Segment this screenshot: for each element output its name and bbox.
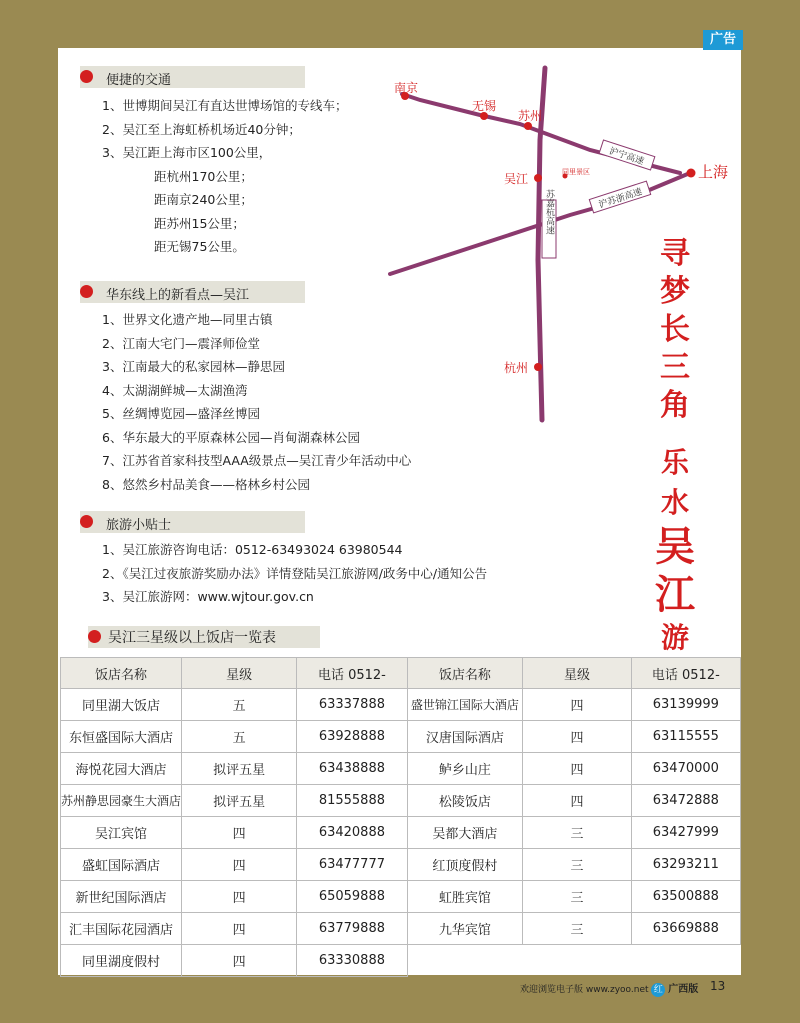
city-dot-icon: [480, 112, 488, 120]
column-header: 电话 0512-: [631, 658, 740, 689]
table-cell: 63470000: [631, 753, 740, 785]
table-cell: 四: [523, 721, 631, 753]
list-item: 距杭州170公里；: [154, 168, 253, 184]
slogan-char: 梦: [660, 274, 690, 309]
city-dot-icon: [687, 169, 696, 178]
list-item: 2、《吴江过夜旅游奖励办法》详情登陆吴江旅游网/政务中心/通知公告: [102, 565, 488, 581]
table-cell: 63115555: [631, 721, 740, 753]
slogan: [645, 235, 705, 657]
slogan-char: 游: [660, 621, 689, 654]
column-header: 星级: [523, 658, 631, 689]
list-item: 3、吴江旅游网：www.wjtour.gov.cn: [102, 589, 314, 604]
transport-title: 便捷的交通: [106, 73, 172, 88]
table-cell: 同里湖度假村: [61, 945, 182, 977]
table-cell: 63669888: [631, 913, 740, 945]
attractions-title: 华东线上的新看点—吴江: [106, 288, 250, 303]
tips-section: [80, 511, 487, 609]
table-row: [61, 817, 741, 849]
table-cell: 同里湖大饭店: [61, 689, 182, 721]
slogan-char: 角: [660, 388, 690, 423]
column-header: 饭店名称: [61, 658, 182, 689]
footer-edition: 广西版: [668, 984, 699, 995]
list-item: 6、华东最大的平原森林公园—肖甸湖森林公园: [102, 429, 360, 445]
table-cell: 63472888: [631, 785, 740, 817]
road-sign-su-jia-hang: [542, 188, 556, 258]
table-row: [61, 753, 741, 785]
table-cell: 三: [523, 849, 631, 881]
table-row: [61, 945, 741, 977]
table-cell: 拟评五星: [182, 785, 297, 817]
list-item: 4、太湖湖鲜城—太湖渔湾: [102, 382, 248, 398]
table-cell: 苏州静思园豪生大酒店: [61, 785, 182, 817]
table-cell: 四: [182, 849, 297, 881]
svg-text:沪苏浙高速: 沪苏浙高速: [597, 187, 644, 211]
svg-text:苏嘉杭高速: 苏嘉杭高速: [544, 189, 554, 235]
list-item: 1、世博期间吴江有直达世博场馆的专线车；: [102, 98, 348, 113]
city-dot-icon: [534, 363, 542, 371]
table-cell: 四: [523, 785, 631, 817]
list-item: 5、丝绸博览园—盛泽丝博园: [102, 406, 260, 421]
list-item: 距无锡75公里。: [154, 239, 245, 254]
column-header: 星级: [182, 658, 297, 689]
city-dot-icon: [524, 122, 532, 130]
table-cell: 81555888: [297, 785, 407, 817]
table-cell: 盛世锦江国际大酒店: [407, 689, 523, 721]
transport-header: [80, 66, 305, 88]
footer-text: 欢迎浏览电子版 www.zyoo.net: [520, 985, 649, 995]
table-cell: 新世纪国际酒店: [61, 881, 182, 913]
bullet-dot-icon: [80, 515, 93, 528]
ad-tag: 广告: [703, 30, 743, 50]
svg-text:沪宁高速: 沪宁高速: [607, 146, 646, 168]
bullet-dot-icon: [80, 70, 93, 83]
table-cell: 五: [182, 721, 297, 753]
table-cell: 63427999: [631, 817, 740, 849]
attractions-list: [102, 308, 411, 496]
column-header: 电话 0512-: [297, 658, 407, 689]
table-row: [61, 849, 741, 881]
table-cell: 63438888: [297, 753, 407, 785]
table-row: [61, 689, 741, 721]
bullet-dot-icon: [80, 285, 93, 298]
map-label-shanghai: 上海: [698, 163, 729, 181]
table-cell: 四: [182, 945, 297, 977]
transport-section: [80, 66, 347, 259]
map-label-wujiang: 吴江: [504, 172, 529, 186]
table-cell: 四: [523, 753, 631, 785]
slogan-char: 江: [655, 571, 695, 618]
table-row: [61, 785, 741, 817]
table-cell: 九华宾馆: [407, 913, 523, 945]
road-sign-hu-su-zhe: [589, 181, 650, 213]
table-cell: 63330888: [297, 945, 407, 977]
list-item: 3、吴江距上海市区100公里，: [102, 145, 272, 160]
tips-list: [102, 538, 487, 609]
table-row: [61, 881, 741, 913]
attractions-section: [80, 281, 411, 496]
table-cell-empty: [523, 945, 631, 977]
table-cell: 63779888: [297, 913, 407, 945]
table-row: [61, 913, 741, 945]
table-cell: 三: [523, 817, 631, 849]
table-cell: 四: [182, 817, 297, 849]
slogan-char: 三: [660, 350, 690, 385]
footer: [520, 980, 698, 997]
column-header: 饭店名称: [407, 658, 523, 689]
table-cell: 松陵饭店: [407, 785, 523, 817]
slogan-char: 乐: [660, 446, 689, 479]
table-cell: 盛虹国际酒店: [61, 849, 182, 881]
table-header-row: [61, 658, 741, 689]
transport-list: [102, 94, 347, 259]
table-cell: 海悦花园大酒店: [61, 753, 182, 785]
table-cell: 红顶度假村: [407, 849, 523, 881]
slogan-char: 寻: [660, 236, 690, 271]
table-cell-empty: [407, 945, 523, 977]
map-label-suzhou: 苏州: [518, 109, 543, 123]
list-item: 8、悠然乡村品美食——格林乡村公园: [102, 476, 310, 492]
hotels-header: [88, 626, 320, 648]
table-cell: 65059888: [297, 881, 407, 913]
table-row: [61, 721, 741, 753]
slogan-char: 长: [660, 312, 690, 347]
tips-header: [80, 511, 305, 533]
map-label-nanjing: 南京: [394, 81, 419, 95]
list-item: 7、江苏省首家科技型AAA级景点—吴江青少年活动中心: [102, 453, 412, 468]
list-item: 2、江南大宅门—震泽师俭堂: [102, 335, 260, 351]
slogan-char: 水: [660, 486, 689, 519]
table-cell: 吴都大酒店: [407, 817, 523, 849]
road-sign-hu-ning: [599, 140, 655, 170]
table-cell: 63500888: [631, 881, 740, 913]
table-cell: 四: [182, 913, 297, 945]
table-cell: 63420888: [297, 817, 407, 849]
table-cell: 虹胜宾馆: [407, 881, 523, 913]
tips-title: 旅游小贴士: [106, 518, 172, 533]
map-label-hangzhou: 杭州: [504, 361, 529, 375]
table-cell: 63928888: [297, 721, 407, 753]
map-label-wuxi: 无锡: [472, 99, 497, 113]
table-cell: 东恒盛国际大酒店: [61, 721, 182, 753]
hotels-title: 吴江三星级以上饭店一览表: [108, 630, 276, 646]
table-cell: 四: [523, 689, 631, 721]
list-item: 1、吴江旅游咨询电话：0512-63493024 63980544: [102, 542, 403, 557]
table-cell-empty: [631, 945, 740, 977]
list-item: 3、江南最大的私家园林—静思园: [102, 359, 285, 374]
table-cell: 拟评五星: [182, 753, 297, 785]
slogan-char: 吴: [655, 523, 695, 570]
logo-icon: 红: [651, 983, 665, 997]
table-cell: 鲈乡山庄: [407, 753, 523, 785]
table-cell: 63477777: [297, 849, 407, 881]
list-item: 距苏州15公里；: [154, 215, 245, 231]
hotels-table: [60, 657, 741, 977]
list-item: 2、吴江至上海虹桥机场近40分钟；: [102, 121, 301, 137]
table-cell: 三: [523, 881, 631, 913]
table-cell: 三: [523, 913, 631, 945]
table-cell: 五: [182, 689, 297, 721]
table-cell: 汇丰国际花园酒店: [61, 913, 182, 945]
attractions-header: [80, 281, 305, 303]
city-dot-icon: [534, 174, 542, 182]
list-item: 距南京240公里；: [154, 192, 253, 207]
table-cell: 吴江宾馆: [61, 817, 182, 849]
list-item: 1、世界文化遗产地—同里古镇: [102, 312, 273, 327]
map-label-tongli: 同里景区: [562, 168, 590, 176]
table-cell: 63293211: [631, 849, 740, 881]
page-number: 13: [710, 979, 726, 993]
table-cell: 63139999: [631, 689, 740, 721]
bullet-dot-icon: [88, 630, 101, 643]
table-cell: 四: [182, 881, 297, 913]
table-cell: 汉唐国际酒店: [407, 721, 523, 753]
table-cell: 63337888: [297, 689, 407, 721]
